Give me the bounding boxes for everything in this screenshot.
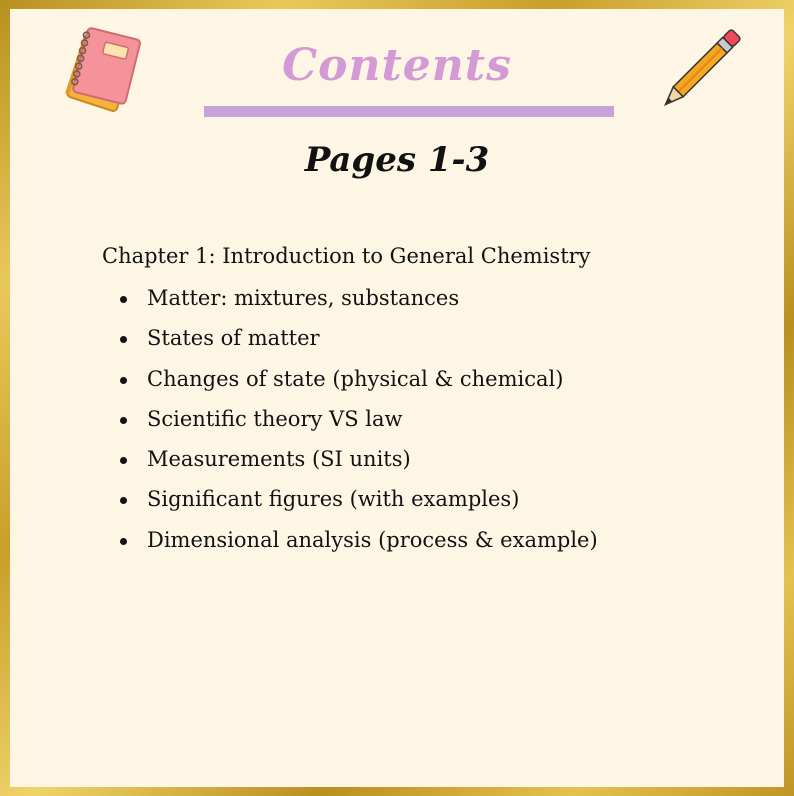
list-item: Measurements (SI units) [120,447,598,487]
title-underline [204,106,614,117]
list-item: Scientific theory VS law [120,407,598,447]
list-item: Matter: mixtures, substances [120,286,598,326]
page-title: Contents [282,40,512,91]
chapter-heading: Chapter 1: Introduction to General Chemistry [102,244,591,268]
page-range-subtitle: Pages 1-3 [304,140,490,180]
list-item: Changes of state (physical & chemical) [120,367,598,407]
list-item: Dimensional analysis (process & example) [120,528,598,568]
list-item: Significant figures (with examples) [120,487,598,527]
list-item: States of matter [120,326,598,366]
topic-list [120,286,598,568]
